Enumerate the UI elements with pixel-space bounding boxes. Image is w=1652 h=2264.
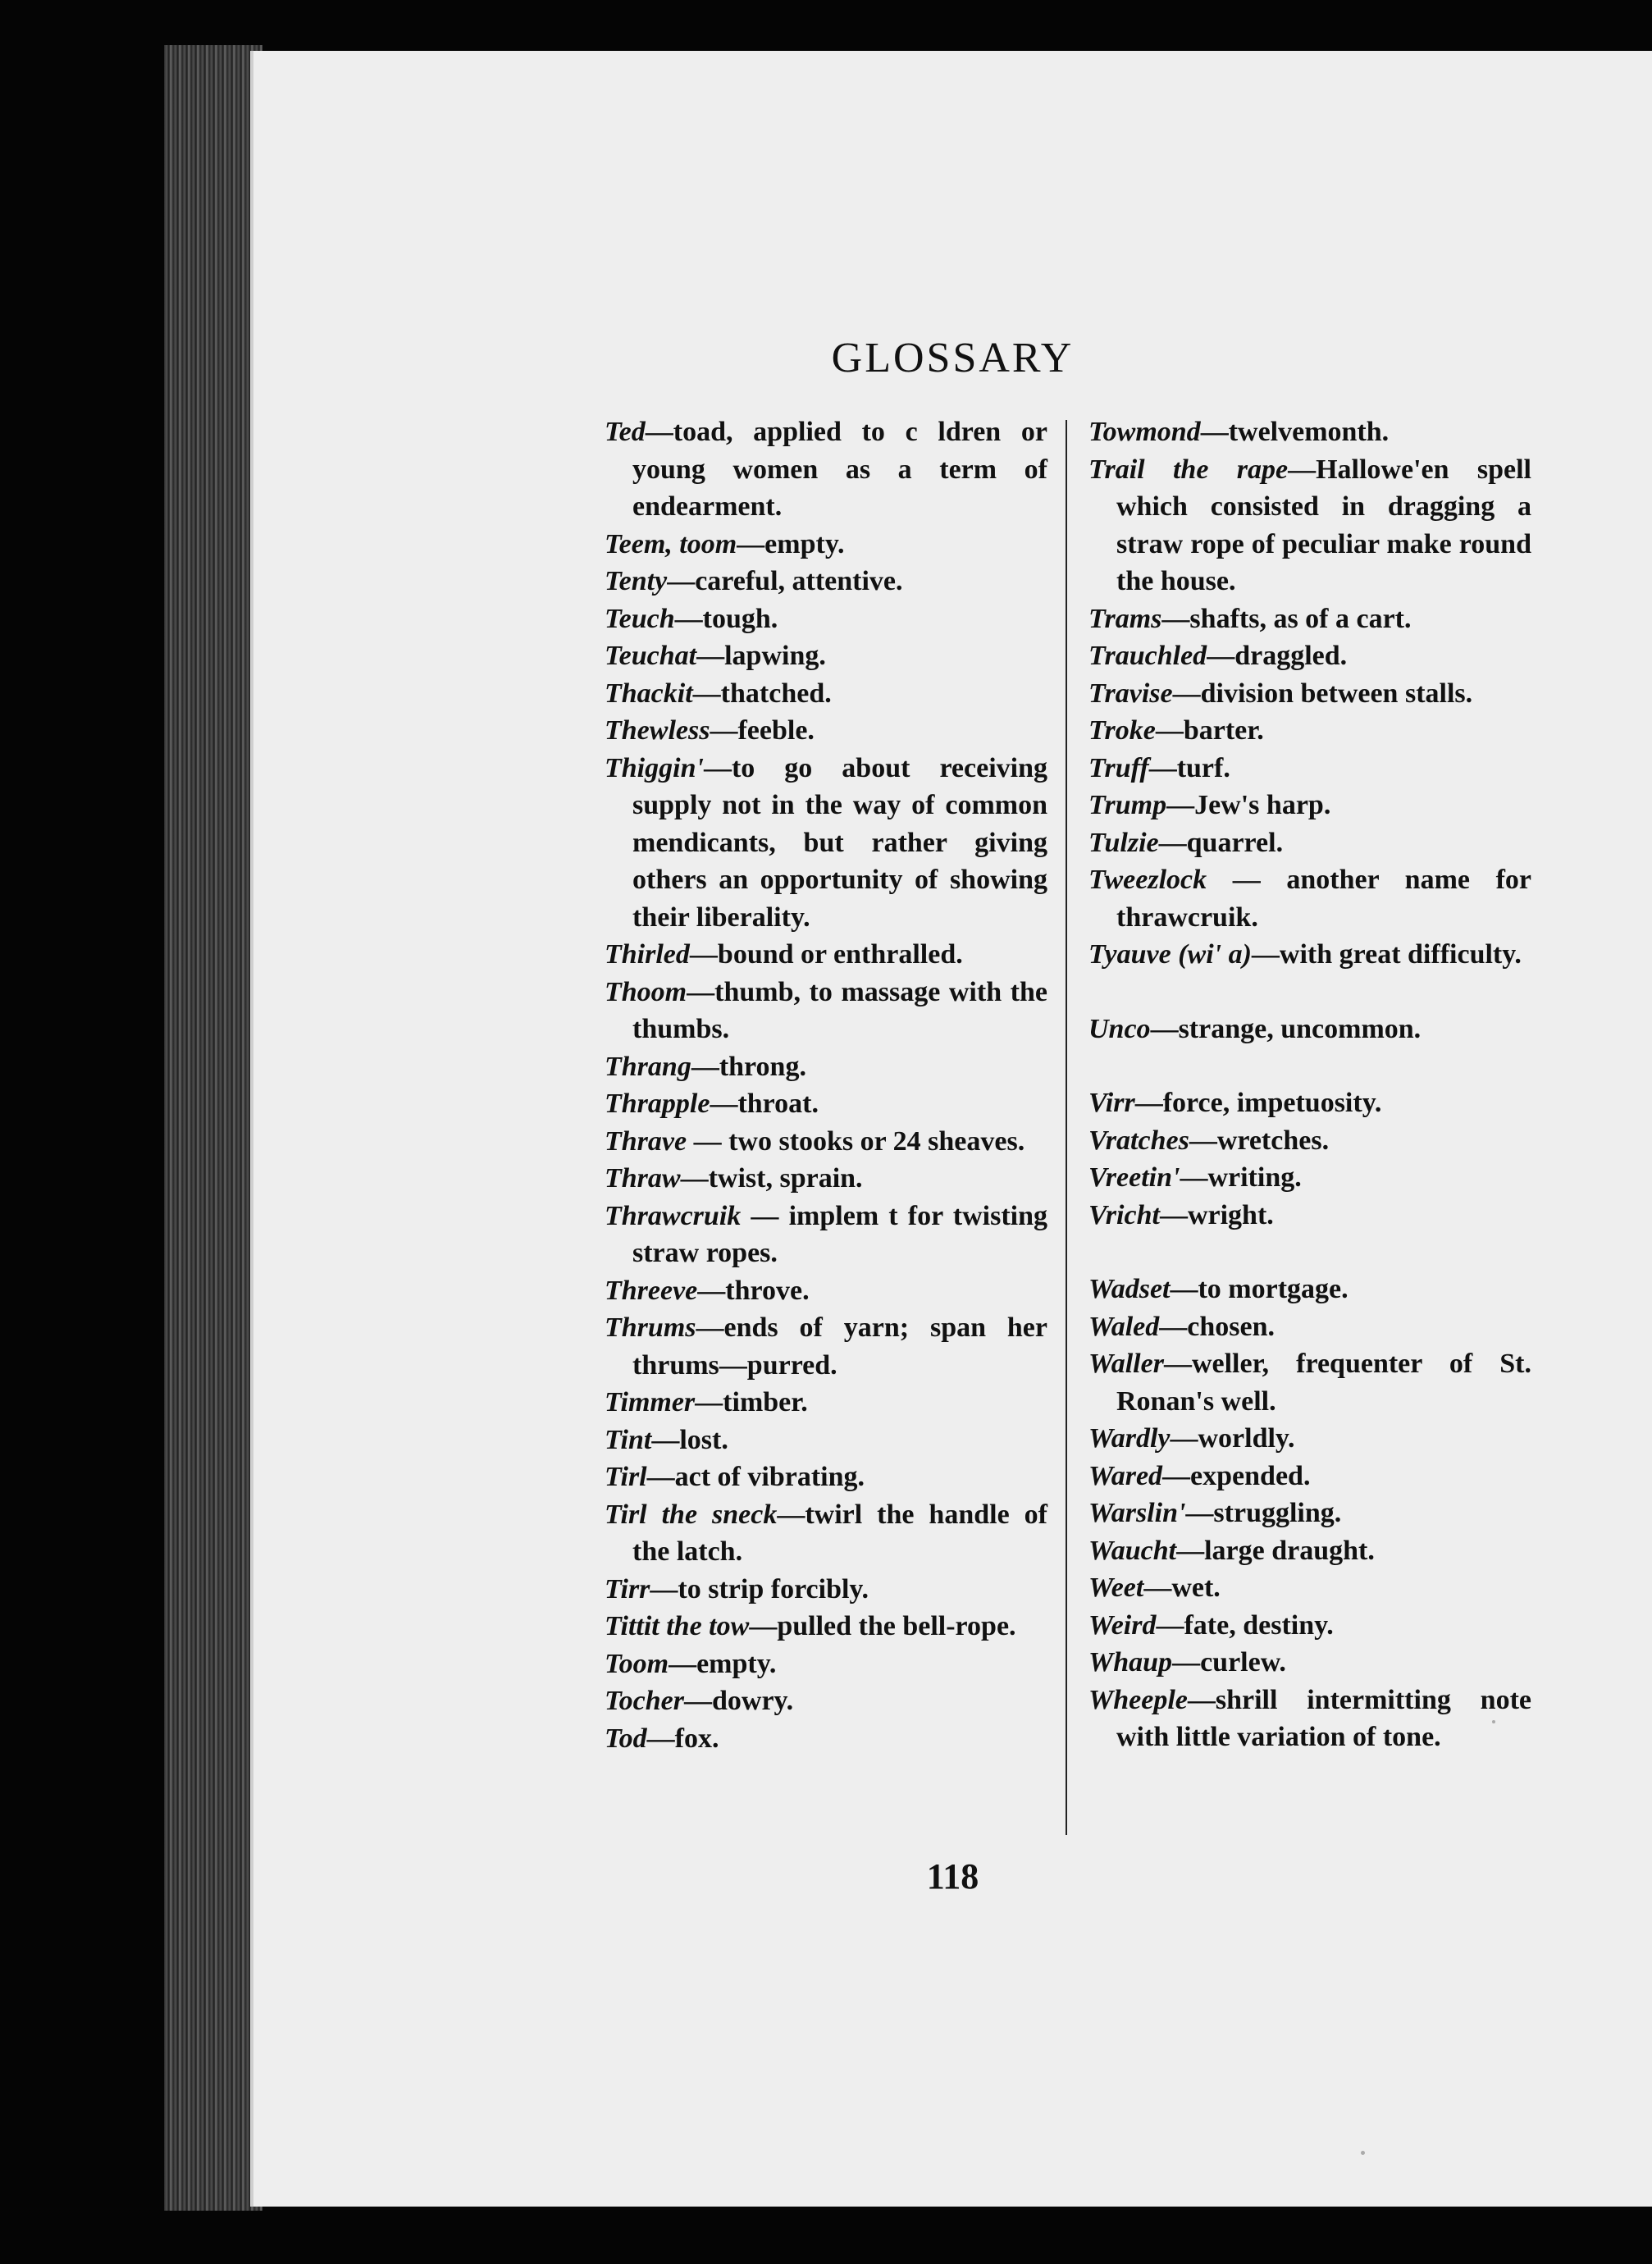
glossary-entry [605,1682,1047,1720]
glossary-definition: —barter. [1155,715,1264,746]
glossary-entry [1088,750,1531,787]
glossary-entry [1088,1345,1531,1420]
glossary-definition: —to strip forcibly. [650,1573,869,1604]
glossary-definition: —throat. [710,1089,819,1119]
glossary-definition: —dowry. [683,1686,794,1716]
glossary-definition: —throve. [697,1275,810,1306]
glossary-term: Weird [1088,1609,1157,1641]
glossary-entry [1088,1197,1531,1235]
glossary-term: Teem, toom [605,528,737,559]
glossary-term: Virr [1088,1088,1135,1118]
book-page [250,51,1652,2207]
glossary-definition: —timber. [695,1387,808,1417]
section-gap [1088,1234,1531,1271]
glossary-entry [1088,1607,1531,1645]
glossary-entry [1088,451,1531,600]
glossary-entry [605,1309,1047,1384]
glossary-entry [1088,824,1531,862]
glossary-term: Waller [1088,1349,1164,1379]
glossary-entry [605,750,1047,937]
glossary-definition: — another name for thrawcruik. [1116,865,1531,933]
glossary-term: Tod [605,1723,647,1754]
glossary-entry [1088,1084,1531,1122]
glossary-definition: —thumb, to massage with the thumbs. [632,976,1047,1044]
glossary-definition: —chosen. [1159,1311,1275,1342]
glossary-definition: —tough. [674,603,778,634]
glossary-entry [605,1123,1047,1161]
glossary-term: Thrawcruik [605,1200,742,1231]
glossary-definition: —thatched. [692,678,832,709]
glossary-term: Thoom [605,976,687,1007]
glossary-entry [605,637,1047,675]
glossary-entry [1088,1420,1531,1458]
glossary-section-w [1088,1271,1531,1756]
glossary-term: Tirr [605,1573,650,1604]
glossary-definition: — implem t for twisting straw ropes. [632,1200,1047,1268]
glossary-entry [1088,600,1531,638]
glossary-entry [605,563,1047,600]
glossary-entry [605,712,1047,750]
glossary-entry [1088,1159,1531,1197]
glossary-entry [1088,1644,1531,1682]
column-divider [1066,420,1067,1835]
glossary-definition: —lapwing. [696,641,826,671]
glossary-definition: —shrill intermitting note with little variation of tone. [1116,1684,1531,1752]
glossary-definition: —expended. [1162,1460,1311,1491]
glossary-term: Trauchled [1088,641,1207,671]
glossary-entry [605,1646,1047,1683]
glossary-term: Thrapple [605,1089,710,1119]
glossary-term: Thraw [605,1163,681,1194]
glossary-term: Timmer [605,1387,696,1417]
glossary-term: Tirl the sneck [605,1499,778,1530]
glossary-entry [1088,1682,1531,1756]
glossary-definition: —toad, applied to c ldren or young women as a term of endearment. [632,417,1047,522]
glossary-term: Teuchat [605,641,697,671]
glossary-definition: —shafts, as of a cart. [1161,603,1412,634]
glossary-definition: —empty. [669,1648,777,1679]
glossary-definition: —division between stalls. [1172,678,1473,709]
glossary-term: Waucht [1088,1535,1177,1566]
glossary-term: Travise [1088,678,1173,709]
glossary-term: Wadset [1088,1274,1171,1304]
glossary-term: Warslin' [1088,1498,1186,1528]
glossary-term: Thrave [605,1125,687,1157]
glossary-definition: —force, impetuosity. [1134,1088,1382,1118]
glossary-definition: —pulled the bell-rope. [749,1611,1016,1641]
glossary-entry [1088,675,1531,713]
glossary-term: Toom [605,1648,669,1679]
glossary-definition: —feeble. [710,715,815,746]
glossary-entry [605,1720,1047,1758]
glossary-term: Tocher [605,1686,684,1716]
glossary-entry [1088,712,1531,750]
scan-speck [1492,1720,1495,1723]
glossary-term: Thewless [605,715,710,746]
glossary-term: Tenty [605,566,668,596]
glossary-entry [605,936,1047,974]
glossary-section-v [1088,1084,1531,1234]
glossary-entry [605,413,1047,526]
glossary-entry [605,1272,1047,1310]
glossary-definition: —worldly. [1170,1423,1295,1454]
section-gap [1088,974,1531,1011]
glossary-definition: —draggled. [1207,641,1348,671]
glossary-term: Teuch [605,603,675,634]
glossary-entry [605,1048,1047,1086]
glossary-term: Tulzie [1088,827,1159,858]
glossary-definition: —twelvemonth. [1200,417,1390,447]
glossary-definition: —fox. [646,1723,719,1754]
glossary-term: Thrang [605,1051,691,1082]
glossary-term: Tint [605,1424,652,1455]
glossary-definition: —weller, frequenter of St. Ronan's well. [1116,1349,1531,1417]
glossary-term: Waled [1088,1311,1160,1342]
page-number: 118 [926,1856,979,1897]
glossary-entry [1088,1458,1531,1495]
glossary-definition: —careful, attentive. [667,566,903,596]
glossary-definition: —with great difficulty. [1251,939,1522,970]
glossary-entry [1088,861,1531,936]
glossary-term: Trail the rape [1088,454,1289,485]
glossary-entry [1088,1532,1531,1570]
glossary-term: Vreetin' [1088,1162,1180,1193]
glossary-term: Tittit the tow [605,1611,750,1641]
glossary-entry [605,1458,1047,1496]
glossary-definition: —quarrel. [1158,827,1284,858]
glossary-term: Threeve [605,1275,698,1306]
glossary-definition: —wet. [1143,1572,1221,1603]
glossary-entry [605,1608,1047,1646]
glossary-term: Thrums [605,1312,696,1343]
scan-speck [1361,2151,1365,2155]
glossary-term: Troke [1088,715,1156,746]
glossary-term: Trump [1088,790,1167,820]
glossary-column-left [605,413,1047,1757]
glossary-term: Vratches [1088,1125,1189,1156]
glossary-definition: —Jew's harp. [1166,790,1331,820]
glossary-entry [605,526,1047,564]
glossary-entry [605,675,1047,713]
glossary-definition: —struggling. [1185,1498,1342,1528]
glossary-definition: —act of vibrating. [646,1462,865,1492]
glossary-definition: —throng. [691,1051,806,1082]
glossary-definition: —twirl the handle of the latch. [632,1499,1047,1567]
glossary-term: Tirl [605,1462,647,1492]
glossary-term: Vricht [1088,1199,1160,1230]
glossary-definition: —writing. [1180,1162,1302,1193]
glossary-entry [1088,1308,1531,1346]
glossary-term: Trams [1088,603,1162,634]
glossary-definition: —to go about receiving supply not in the way of common mendicants, but rather giving others an opportunity of showing their liberality. [632,752,1047,933]
glossary-entry [605,600,1047,638]
glossary-entry [605,1571,1047,1609]
glossary-entry [1088,1011,1531,1048]
glossary-entry [605,1160,1047,1198]
glossary-definition: —empty. [737,528,845,559]
glossary-term: Weet [1088,1572,1144,1603]
glossary-definition: —curlew. [1172,1647,1286,1677]
glossary-term: Towmond [1088,417,1201,447]
glossary-term: Thiggin' [605,752,704,783]
glossary-term: Whaup [1088,1647,1173,1677]
glossary-definition: —large draught. [1176,1535,1375,1566]
glossary-term: Ted [605,417,646,447]
glossary-term: Truff [1088,752,1149,783]
glossary-entry [605,1085,1047,1123]
section-gap [1088,1048,1531,1084]
glossary-term: Wheeple [1088,1684,1188,1715]
glossary-definition: — two stooks or 24 sheaves. [687,1125,1025,1157]
glossary-entry [1088,1271,1531,1308]
glossary-definition: —ends of yarn; span her thrums—purred. [632,1312,1047,1381]
glossary-entry [1088,413,1531,451]
glossary-term: Wardly [1088,1423,1171,1454]
glossary-entry [605,974,1047,1048]
glossary-entry [605,1422,1047,1459]
glossary-entry [1088,637,1531,675]
glossary-entry [605,1496,1047,1571]
glossary-definition: —fate, destiny. [1156,1609,1334,1641]
glossary-definition: —twist, sprain. [680,1163,863,1194]
glossary-definition: —lost. [651,1424,728,1455]
glossary-entry [1088,1569,1531,1607]
glossary-entry [605,1198,1047,1272]
glossary-term: Thackit [605,678,693,709]
book-page-edge [164,45,262,2211]
glossary-term: Wared [1088,1460,1163,1491]
glossary-entry [1088,936,1531,974]
glossary-definition: —wretches. [1189,1125,1330,1156]
glossary-definition: —turf. [1148,752,1230,783]
glossary-term: Thirled [605,939,690,970]
glossary-definition: —strange, uncommon. [1150,1013,1422,1044]
page-title: GLOSSARY [831,335,1075,381]
glossary-section-u [1088,1011,1531,1048]
glossary-term: Tweezlock [1088,865,1207,895]
glossary-section-t [1088,413,1531,974]
glossary-column-right [1088,413,1531,1756]
glossary-term: Unco [1088,1013,1151,1044]
glossary-definition: —wright. [1159,1199,1274,1230]
glossary-definition: —Hallowe'en spell which consisted in dragging a straw rope of peculiar make round the house. [1116,454,1531,596]
glossary-entry [1088,787,1531,824]
glossary-term: Tyauve (wi' a) [1088,939,1252,970]
glossary-definition: —bound or enthralled. [689,939,963,970]
glossary-entry [1088,1495,1531,1532]
glossary-entry [605,1384,1047,1422]
glossary-definition: —to mortgage. [1170,1274,1349,1304]
glossary-entry [1088,1122,1531,1160]
